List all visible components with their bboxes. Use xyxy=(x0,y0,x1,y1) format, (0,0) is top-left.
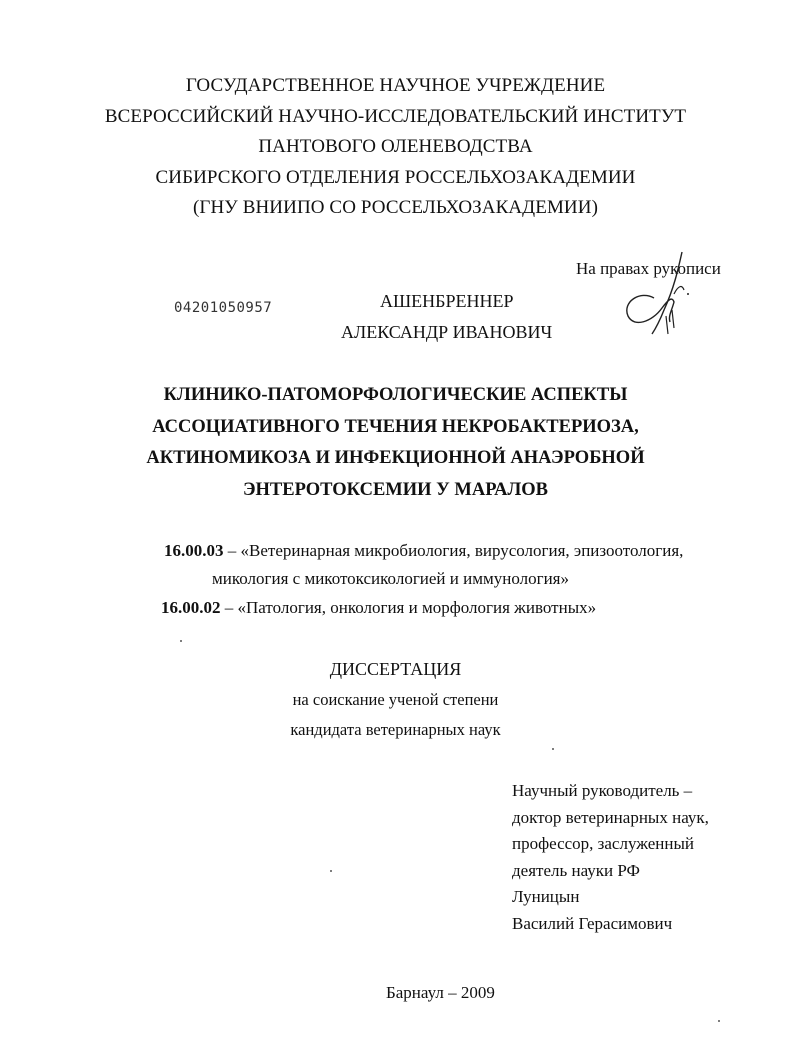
degree-purpose: на соискание ученой степени xyxy=(292,690,499,709)
institution-line: (ГНУ ВНИИПО СО РОССЕЛЬХОЗАКАДЕМИИ) xyxy=(192,197,599,218)
author-given-names: АЛЕКСАНДР ИВАНОВИЧ xyxy=(341,322,553,342)
institution-line: СИБИРСКОГО ОТДЕЛЕНИЯ РОССЕЛЬХОЗАКАДЕМИИ xyxy=(155,166,636,188)
specialty-code: 16.00.02 xyxy=(161,598,221,617)
specialty-1-line2: микология с микотоксикологией и иммунология» xyxy=(212,569,569,588)
degree-name: кандидата ветеринарных наук xyxy=(290,720,501,739)
author-surname: АШЕНБРЕННЕР xyxy=(380,291,514,311)
thesis-title xyxy=(0,380,791,506)
title-line: КЛИНИКО-ПАТОМОРФОЛОГИЧЕСКИЕ АСПЕКТЫ xyxy=(163,385,628,405)
supervisor-line: Василий Герасимович xyxy=(512,913,673,933)
specialty-name: – «Ветеринарная микробиология, вирусология, эпизоотология, xyxy=(227,541,684,560)
institution-line: ГОСУДАРСТВЕННОЕ НАУЧНОЕ УЧРЕЖДЕНИЕ xyxy=(185,75,606,96)
thesis-type: ДИССЕРТАЦИЯ xyxy=(329,659,462,679)
institution-line: ПАНТОВОГО ОЛЕНЕВОДСТВА xyxy=(258,136,533,157)
specialty-code: 16.00.03 xyxy=(164,541,224,560)
title-line: ЭНТЕРОТОКСЕМИИ У МАРАЛОВ xyxy=(242,479,549,500)
signature-icon xyxy=(612,250,702,340)
scan-speck xyxy=(552,748,554,750)
supervisor-block xyxy=(512,778,709,937)
registration-code: 04201050957 xyxy=(174,300,273,316)
specialty-1-line1 xyxy=(164,541,683,561)
title-line: АКТИНОМИКОЗА И ИНФЕКЦИОННОЙ АНАЭРОБНОЙ xyxy=(146,448,645,468)
supervisor-line: Научный руководитель – xyxy=(512,781,693,800)
scan-speck xyxy=(718,1020,720,1022)
institution-line: ВСЕРОССИЙСКИЙ НАУЧНО-ИССЛЕДОВАТЕЛЬСКИЙ ИНСТИТУТ xyxy=(104,105,687,127)
supervisor-line: профессор, заслуженный xyxy=(512,834,695,853)
specialty-name: – «Патология, онкология и морфология животных» xyxy=(224,598,597,617)
scan-speck xyxy=(330,870,332,872)
supervisor-line: Луницын xyxy=(512,887,580,906)
rights-note: На правах рукописи xyxy=(576,259,721,278)
supervisor-line: деятель науки РФ xyxy=(512,860,640,880)
institution-header xyxy=(0,71,791,224)
specialty-2 xyxy=(161,598,596,618)
title-line: АССОЦИАТИВНОГО ТЕЧЕНИЯ НЕКРОБАКТЕРИОЗА, xyxy=(152,416,639,437)
supervisor-line: доктор ветеринарных наук, xyxy=(512,807,709,827)
place-year: Барнаул – 2009 xyxy=(386,983,495,1002)
scan-speck xyxy=(180,640,182,642)
